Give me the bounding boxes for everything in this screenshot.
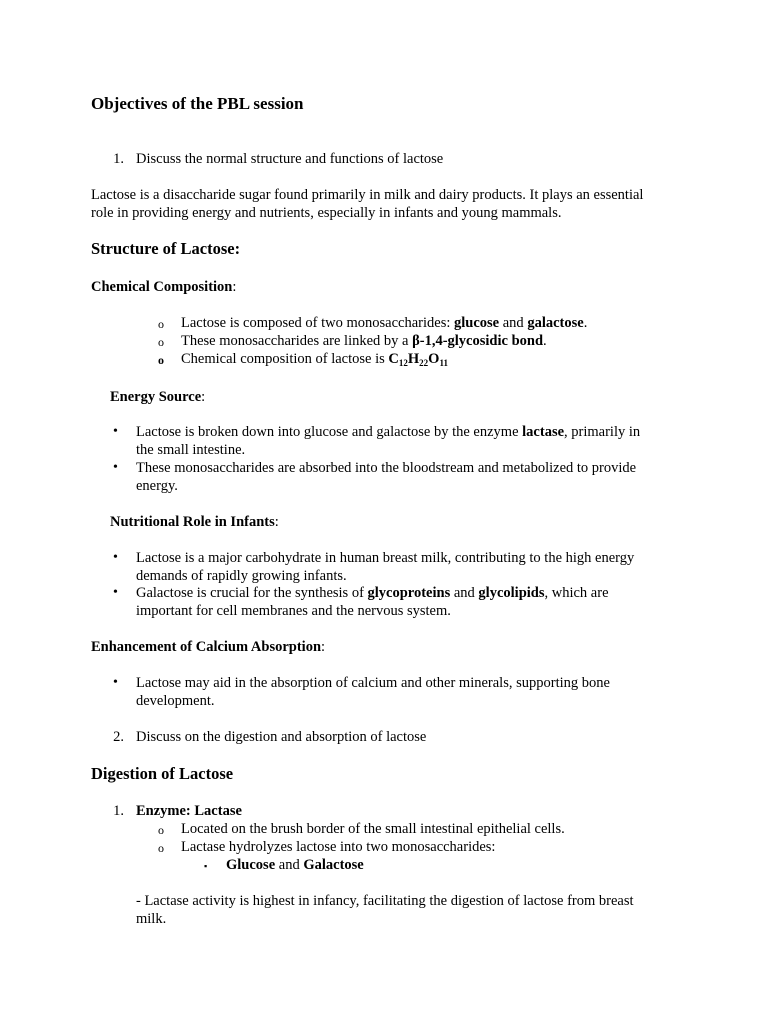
energy-heading-colon: : — [201, 389, 206, 405]
list-marker-square: ▪ — [204, 861, 208, 871]
product-glucose: Glucose — [226, 857, 276, 873]
chem-item-3-text: Chemical composition of lactose is — [181, 351, 389, 367]
chem-heading-label: Chemical Composition — [91, 279, 233, 295]
energy-heading — [110, 388, 205, 406]
formula-c-count: 12 — [398, 358, 408, 368]
chem-item-2-bond: β-1,4-glycosidic bond — [412, 333, 544, 349]
energy-item-1-lactase: lactase — [522, 424, 565, 440]
energy-item-1 — [136, 423, 640, 441]
page-title: Objectives of the PBL session — [91, 94, 304, 113]
infants-heading-colon: : — [274, 514, 279, 530]
product-galactose: Galactose — [303, 857, 364, 873]
infants-item-2-line-2: important for cell membranes and the nervous system. — [136, 603, 451, 619]
energy-item-1-line-2: the small intestine. — [136, 442, 246, 458]
chem-item-2-text: These monosaccharides are linked by a — [181, 333, 413, 349]
energy-heading-label: Energy Source — [110, 389, 202, 405]
intro-line-2: role in providing energy and nutrients, especially in infants and young mammals. — [91, 205, 562, 221]
infants-item-2-glycolipids: glycolipids — [478, 585, 545, 601]
enzyme-number: 1. — [113, 803, 124, 819]
chem-item-1-period: . — [583, 315, 588, 331]
energy-item-2-line-1: These monosaccharides are absorbed into the bloodstream and metabolized to provide — [136, 460, 637, 476]
infants-item-2-and: and — [450, 585, 479, 601]
intro-line-1: Lactose is a disaccharide sugar found primarily in milk and dairy products. It plays an essential — [91, 187, 644, 203]
calcium-heading-colon: : — [321, 639, 326, 655]
list-marker-bullet: • — [113, 424, 118, 439]
chem-item-1 — [181, 314, 587, 332]
chemical-formula — [388, 351, 448, 367]
chem-item-1-glucose: glucose — [454, 315, 500, 331]
infants-item-1-line-1: Lactose is a major carbohydrate in human breast milk, contributing to the high energy — [136, 550, 635, 566]
list-marker-bullet: • — [113, 675, 118, 690]
infants-heading-label: Nutritional Role in Infants — [110, 514, 275, 530]
chem-item-1-and: and — [499, 315, 528, 331]
calcium-heading — [91, 638, 325, 656]
list-marker-o: o — [158, 335, 164, 349]
enzyme-sub-2: Lactase hydrolyzes lactose into two monosaccharides: — [181, 839, 496, 855]
objective-number-2: 2. — [113, 729, 124, 745]
calcium-item-1-line-2: development. — [136, 693, 215, 709]
chem-item-1-galactose: galactose — [527, 315, 584, 331]
list-marker-bullet: • — [113, 585, 118, 600]
calcium-item-1-line-1: Lactose may aid in the absorption of calcium and other minerals, supporting bone — [136, 675, 610, 691]
list-marker-bullet: • — [113, 460, 118, 475]
infants-heading — [110, 513, 279, 531]
chem-item-2-period: . — [543, 333, 547, 349]
formula-o: O — [428, 351, 440, 367]
infants-item-2-text: Galactose is crucial for the synthesis of — [136, 585, 368, 601]
list-marker-o: o — [158, 823, 164, 837]
enzyme-sub-1: Located on the brush border of the small intestinal epithelial cells. — [181, 821, 565, 837]
objective-text-1: Discuss the normal structure and functions of lactose — [136, 151, 444, 167]
objective-number-1: 1. — [113, 151, 124, 167]
energy-item-2-line-2: energy. — [136, 478, 178, 494]
list-marker-o: o — [158, 317, 164, 331]
calcium-heading-label: Enhancement of Calcium Absorption — [91, 639, 322, 655]
objective-text-2: Discuss on the digestion and absorption of lactose — [136, 729, 427, 745]
infants-item-2-glycoproteins: glycoproteins — [367, 585, 451, 601]
list-marker-bullet: • — [113, 550, 118, 565]
enzyme-sub-sub-1 — [226, 856, 364, 874]
chem-heading — [91, 278, 236, 296]
digestion-heading: Digestion of Lactose — [91, 764, 234, 783]
list-marker-o: o — [158, 841, 164, 855]
note-line-2: milk. — [136, 911, 167, 927]
note-line-1: - Lactase activity is highest in infancy, facilitating the digestion of lactose from breast — [136, 893, 634, 909]
list-marker-o: o — [158, 353, 164, 367]
chem-item-3 — [181, 350, 448, 368]
infants-item-2 — [136, 584, 609, 602]
chem-heading-colon: : — [232, 279, 237, 295]
formula-c: C — [388, 351, 399, 367]
infants-item-2-tail: , which are — [544, 585, 609, 601]
structure-heading: Structure of Lactose: — [91, 239, 241, 258]
formula-o-count: 11 — [439, 358, 448, 368]
chem-item-1-text: Lactose is composed of two monosaccharides: — [181, 315, 455, 331]
enzyme-label: Enzyme: Lactase — [136, 803, 242, 819]
energy-item-1-tail: , primarily in — [564, 424, 641, 440]
formula-h: H — [407, 351, 420, 367]
formula-h-count: 22 — [419, 358, 429, 368]
infants-item-1-line-2: demands of rapidly growing infants. — [136, 568, 347, 584]
chem-item-2 — [181, 332, 547, 350]
product-and: and — [275, 857, 304, 873]
energy-item-1-text: Lactose is broken down into glucose and galactose by the enzyme — [136, 424, 523, 440]
